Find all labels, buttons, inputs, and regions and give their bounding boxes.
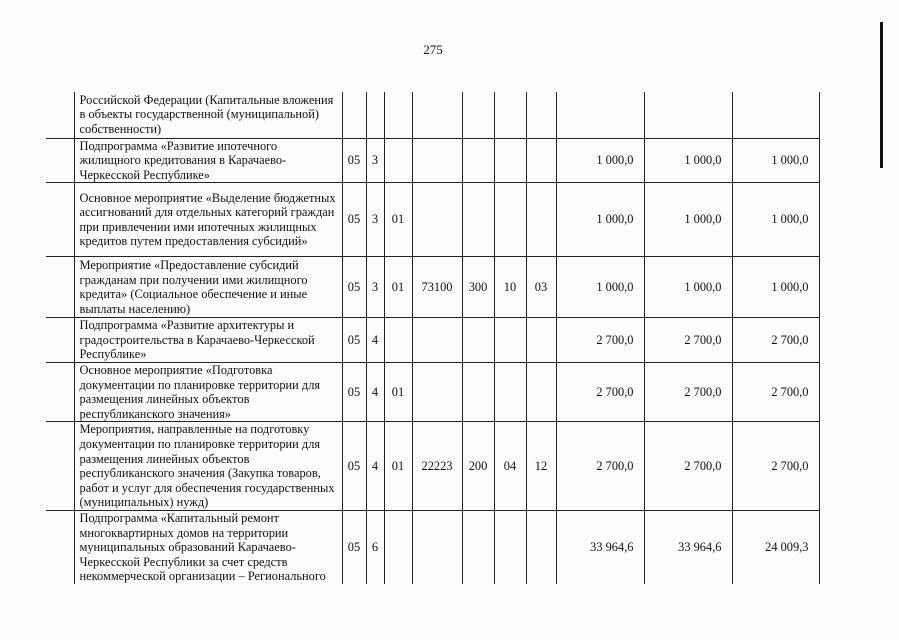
code-cell: 05 [342, 422, 366, 511]
code-cell: 73100 [412, 257, 462, 318]
code-cell [526, 511, 556, 584]
blank-cell [46, 183, 74, 257]
code-cell: 01 [384, 183, 412, 257]
amount-cell: 33 964,6 [556, 511, 644, 584]
table-row [46, 318, 819, 363]
amount-cell [732, 92, 819, 138]
code-cell [462, 511, 494, 584]
code-cell [526, 92, 556, 138]
table-row [46, 511, 819, 584]
blank-cell [46, 257, 74, 318]
code-cell [462, 363, 494, 422]
code-cell [384, 92, 412, 138]
row-name: Мероприятие «Предоставление субсидий гражданам при получении ими жилищного кредита» (Социальное обеспечение и иные выплаты населению) [74, 257, 342, 318]
amount-cell: 1 000,0 [732, 138, 819, 183]
code-cell [366, 92, 384, 138]
amount-cell: 2 700,0 [732, 363, 819, 422]
amount-cell: 33 964,6 [644, 511, 732, 584]
blank-cell [46, 363, 74, 422]
code-cell: 10 [494, 257, 526, 318]
code-cell [462, 138, 494, 183]
code-cell [384, 318, 412, 363]
amount-cell: 1 000,0 [556, 257, 644, 318]
code-cell: 200 [462, 422, 494, 511]
blank-cell [46, 511, 74, 584]
code-cell: 01 [384, 257, 412, 318]
code-cell: 05 [342, 183, 366, 257]
code-cell [342, 92, 366, 138]
code-cell: 05 [342, 318, 366, 363]
code-cell [494, 92, 526, 138]
code-cell [494, 363, 526, 422]
code-cell: 05 [342, 257, 366, 318]
row-name: Подпрограмма «Развитие ипотечного жилищного кредитования в Карачаево-Черкесской Республике» [74, 138, 342, 183]
amount-cell: 1 000,0 [644, 257, 732, 318]
code-cell [384, 138, 412, 183]
amount-cell: 2 700,0 [556, 422, 644, 511]
blank-cell [46, 422, 74, 511]
amount-cell: 1 000,0 [732, 183, 819, 257]
blank-cell [46, 92, 74, 138]
row-name: Подпрограмма «Капитальный ремонт многоквартирных домов на территории муниципальных образований Карачаево-Черкесской Республики за счет средств некоммерческой организации – Регионального [74, 511, 342, 584]
row-name: Подпрограмма «Развитие архитектуры и градостроительства в Карачаево-Черкесской Республике» [74, 318, 342, 363]
code-cell [412, 183, 462, 257]
code-cell [526, 363, 556, 422]
amount-cell: 2 700,0 [556, 318, 644, 363]
amount-cell: 2 700,0 [556, 363, 644, 422]
amount-cell: 2 700,0 [644, 422, 732, 511]
amount-cell: 1 000,0 [732, 257, 819, 318]
code-cell: 300 [462, 257, 494, 318]
amount-cell: 2 700,0 [732, 318, 819, 363]
code-cell: 05 [342, 138, 366, 183]
code-cell [494, 183, 526, 257]
code-cell [494, 318, 526, 363]
code-cell: 3 [366, 138, 384, 183]
table-row [46, 92, 819, 138]
code-cell [462, 183, 494, 257]
code-cell [412, 138, 462, 183]
code-cell [412, 318, 462, 363]
amount-cell: 1 000,0 [556, 138, 644, 183]
code-cell: 01 [384, 363, 412, 422]
amount-cell: 1 000,0 [644, 183, 732, 257]
code-cell: 3 [366, 257, 384, 318]
code-cell: 6 [366, 511, 384, 584]
code-cell: 4 [366, 422, 384, 511]
table-row [46, 422, 819, 511]
code-cell: 04 [494, 422, 526, 511]
code-cell: 4 [366, 363, 384, 422]
amount-cell [644, 92, 732, 138]
code-cell: 05 [342, 511, 366, 584]
blank-cell [46, 318, 74, 363]
code-cell: 22223 [412, 422, 462, 511]
row-name: Российской Федерации (Капитальные вложения в объекты государственной (муниципальной) собственности) [74, 92, 342, 138]
amount-cell: 2 700,0 [644, 318, 732, 363]
amount-cell: 2 700,0 [644, 363, 732, 422]
blank-cell [46, 138, 74, 183]
code-cell [494, 138, 526, 183]
margin-rule [880, 22, 883, 168]
amount-cell [556, 92, 644, 138]
amount-cell: 2 700,0 [732, 422, 819, 511]
code-cell [526, 318, 556, 363]
code-cell: 03 [526, 257, 556, 318]
page-number: 275 [423, 42, 443, 57]
code-cell [462, 318, 494, 363]
code-cell [412, 92, 462, 138]
code-cell [462, 92, 494, 138]
table-row [46, 257, 819, 318]
code-cell [494, 511, 526, 584]
code-cell [412, 363, 462, 422]
budget-table [46, 92, 820, 584]
code-cell [526, 183, 556, 257]
code-cell [384, 511, 412, 584]
row-name: Основное мероприятие «Подготовка документации по планировке территории для размещения линейных объектов республиканского значения» [74, 363, 342, 422]
code-cell: 12 [526, 422, 556, 511]
code-cell: 4 [366, 318, 384, 363]
row-name: Мероприятия, направленные на подготовку документации по планировке территории для размещения линейных объектов республиканского значения (Закупка товаров, работ и услуг для обеспечения государственных (муниципальных) нужд) [74, 422, 342, 511]
amount-cell: 24 009,3 [732, 511, 819, 584]
code-cell: 05 [342, 363, 366, 422]
code-cell [526, 138, 556, 183]
code-cell [412, 511, 462, 584]
code-cell: 3 [366, 183, 384, 257]
table-row [46, 138, 819, 183]
table-row [46, 363, 819, 422]
table-row [46, 183, 819, 257]
code-cell: 01 [384, 422, 412, 511]
row-name: Основное мероприятие «Выделение бюджетных ассигнований для отдельных категорий граждан при привлечении ими ипотечных жилищных кредитов путем предоставления субсидий» [74, 183, 342, 257]
amount-cell: 1 000,0 [644, 138, 732, 183]
amount-cell: 1 000,0 [556, 183, 644, 257]
